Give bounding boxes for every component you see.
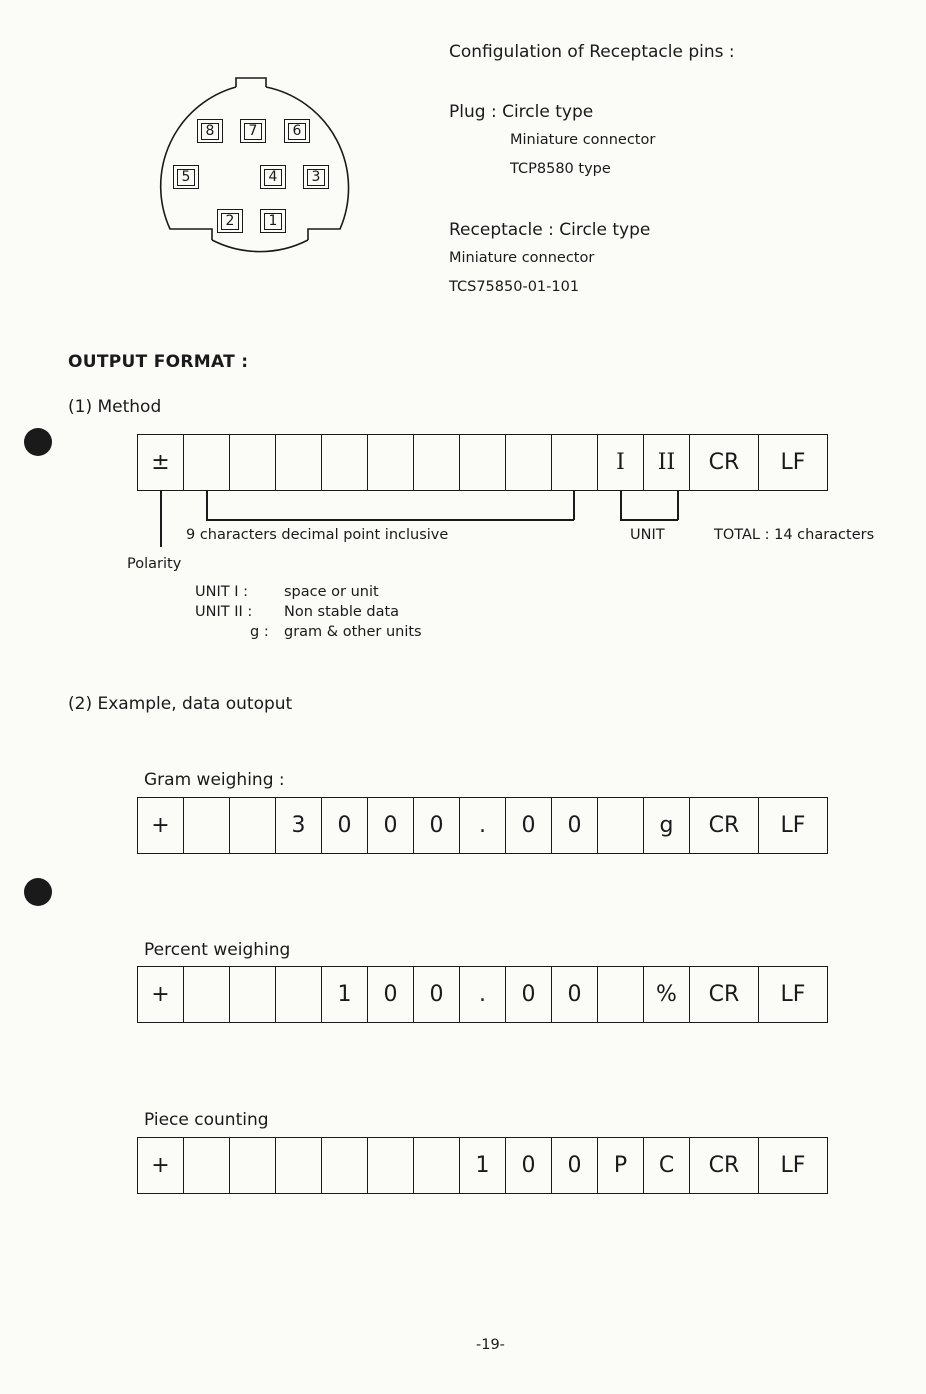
receptacle-connector: Miniature connector [449,250,595,266]
data-cell [230,798,276,853]
data-cell [184,967,230,1022]
unit-label: UNIT [630,527,665,543]
legend-unit1-key: UNIT I : [195,584,248,600]
format-cell [552,435,598,490]
format-cell-lf: LF [759,435,828,490]
format-cell-cr: CR [690,435,759,490]
data-cell: 0 [506,798,552,853]
data-cell: g [644,798,690,853]
data-cell: . [460,798,506,853]
legend-unit1-text: space or unit [284,584,379,600]
pin-5: 5 [173,165,199,189]
receptacle-model: TCS75850-01-101 [449,279,580,295]
plug-connector: Miniature connector [510,132,656,148]
data-cell [414,1138,460,1193]
data-cell [230,1138,276,1193]
data-cell [598,967,644,1022]
pin-6: 6 [284,119,310,143]
format-cell [322,435,368,490]
format-cell [460,435,506,490]
data-cell [184,798,230,853]
data-cell: 0 [368,798,414,853]
unit-bracket-right [677,491,679,520]
gram-weighing-label: Gram weighing : [144,770,285,790]
plug-type: Plug : Circle type [449,102,594,122]
gram-weighing-row [137,797,828,854]
data-cell: + [138,798,184,853]
data-cell: 0 [506,967,552,1022]
data-cell [598,798,644,853]
percent-weighing-label: Percent weighing [144,940,291,960]
data-cell: P [598,1138,644,1193]
data-cell: 0 [368,967,414,1022]
format-cell [506,435,552,490]
binder-hole-bottom [24,878,52,906]
data-cell: 3 [276,798,322,853]
data-cell: 0 [322,798,368,853]
format-cell [276,435,322,490]
data-cell: + [138,1138,184,1193]
method-label: (1) Method [68,397,162,417]
legend-unit2-key: UNIT II : [195,604,253,620]
binder-hole-top [24,428,52,456]
data-cell [276,967,322,1022]
pin-1: 1 [260,209,286,233]
data-cell [230,967,276,1022]
polarity-label: Polarity [127,556,182,572]
receptacle-config-title: Configulation of Receptacle pins : [449,42,735,62]
receptacle-type: Receptacle : Circle type [449,220,651,240]
data-cell [276,1138,322,1193]
nine-char-bracket-right [573,491,575,520]
nine-char-bracket-left [206,491,208,520]
legend-g-key: g : [250,624,269,640]
page-number: -19- [476,1337,505,1353]
data-cell: 0 [414,798,460,853]
nine-characters-label: 9 characters decimal point inclusive [186,527,449,543]
format-cell [368,435,414,490]
data-cell: 0 [506,1138,552,1193]
data-cell-cr: CR [690,967,759,1022]
nine-char-bracket-bottom [206,519,574,521]
pin-4: 4 [260,165,286,189]
data-cell [368,1138,414,1193]
pin-2: 2 [217,209,243,233]
polarity-leader-line [160,491,162,547]
piece-counting-label: Piece counting [144,1110,269,1130]
data-cell: 0 [414,967,460,1022]
piece-counting-row [137,1137,828,1194]
data-cell: 0 [552,1138,598,1193]
format-cell: ± [138,435,184,490]
data-cell: 0 [552,798,598,853]
data-cell: + [138,967,184,1022]
data-cell-lf: LF [759,1138,828,1193]
data-cell: . [460,967,506,1022]
data-cell-cr: CR [690,1138,759,1193]
format-cell [230,435,276,490]
format-cell-unit2: II [644,435,690,490]
data-cell: 0 [552,967,598,1022]
pin-8: 8 [197,119,223,143]
example-heading: (2) Example, data outoput [68,694,293,714]
format-cell [184,435,230,490]
pin-3: 3 [303,165,329,189]
output-format-heading: OUTPUT FORMAT : [68,352,249,372]
format-cell [414,435,460,490]
data-cell: 1 [460,1138,506,1193]
data-cell [322,1138,368,1193]
data-cell-cr: CR [690,798,759,853]
legend-g-text: gram & other units [284,624,422,640]
method-format-row [137,434,828,491]
legend-unit2-text: Non stable data [284,604,400,620]
percent-weighing-row [137,966,828,1023]
plug-model: TCP8580 type [510,161,611,177]
pin-7: 7 [240,119,266,143]
total-label: TOTAL : 14 characters [714,527,875,543]
data-cell-lf: LF [759,967,828,1022]
data-cell: 1 [322,967,368,1022]
data-cell: % [644,967,690,1022]
unit-bracket-bottom [620,519,678,521]
data-cell: C [644,1138,690,1193]
format-cell-unit1: I [598,435,644,490]
data-cell-lf: LF [759,798,828,853]
data-cell [184,1138,230,1193]
unit-bracket-left [620,491,622,520]
